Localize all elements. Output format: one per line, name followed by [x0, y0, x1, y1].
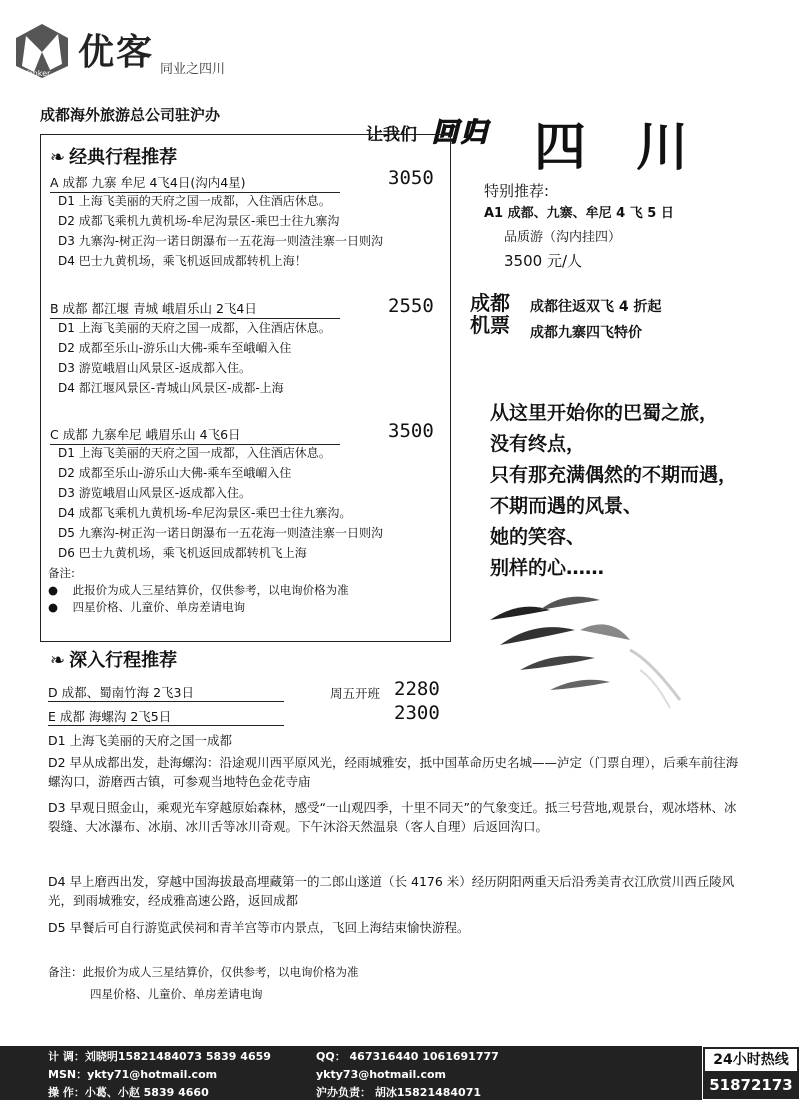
bullet-icon: ●	[48, 583, 59, 597]
route-a-day: D4 巴士九黄机场，乘飞机返回成都转机上海！	[58, 254, 307, 268]
route-c-day: D4 成都飞乘机九黄机场-牟尼沟景区-乘巴士往九寨沟。	[58, 506, 352, 520]
poem-line: 她的笑容、	[490, 526, 586, 548]
deep-title-text: 深入行程推荐	[69, 650, 178, 671]
route-a-day: D2 成都飞乘机九黄机场-牟尼沟景区-乘巴士往九寨沟	[58, 214, 340, 228]
special-price: 3500 元/人	[504, 252, 582, 270]
logo-text: Yonker	[24, 69, 51, 78]
special-label: 特别推荐:	[484, 182, 550, 200]
flourish-icon: ❧	[50, 650, 66, 671]
route-e-name: E 成都 海螺沟 2飞5日	[48, 707, 284, 726]
hotline-number: 51872173	[709, 1076, 793, 1094]
special-quality: 品质游（沟内挂四）	[504, 230, 622, 245]
route-c-day: D6 巴士九黄机场，乘飞机返回成都转机飞上海	[58, 546, 307, 560]
note-item	[48, 599, 349, 616]
flourish-icon: ❧	[50, 147, 66, 168]
route-a-day: D1 上海飞美丽的天府之国一成都，入住酒店休息。	[58, 194, 331, 208]
flight-line-1: 成都往返双飞 4 折起	[530, 299, 662, 315]
deep-day: D4 早上磨西出发，穿越中国海拔最高埋藏第一的二郎山遂道（长 4176 米）经历阴阳两重天后沿秀美青衣江欣赏川西丘陵风光，到雨城雅安，经成雅高速公路，返回成都	[48, 874, 735, 908]
poem	[490, 398, 737, 584]
route-d-name: D 成都、蜀南竹海 2飞3日	[48, 683, 284, 702]
footer-line: MSN：ykty71@hotmail.com	[48, 1068, 218, 1081]
flight-label	[470, 292, 510, 336]
route-c-name: C 成都 九寨牟尼 峨眉乐山 4飞6日	[50, 425, 340, 445]
company-logo	[14, 22, 70, 80]
deep-day: D3 早观日照金山，乘观光车穿越原始森林，感受“一山观四季，十里不同天”的气象变迁。抵三号营地,观景台，观冰塔林、冰裂缝、大冰瀑布、冰崩、冰川舌等冰川奇观。下午沐浴天然温泉（客人自理）后返回沟口。	[48, 800, 737, 834]
route-e-price: 2300	[394, 702, 440, 724]
classic-title	[50, 143, 177, 169]
route-b-price: 2550	[388, 295, 434, 317]
headline-sichuan: 四 川	[534, 118, 705, 178]
footer-line: 计 调：刘晓明15821484073 5839 4659	[48, 1050, 271, 1063]
headline-return: 回归	[432, 118, 491, 148]
hotline-box	[702, 1046, 800, 1100]
route-b-day: D2 成都至乐山-游乐山大佛-乘车至峨嵋入住	[58, 341, 292, 355]
route-c-day: D3 游览峨眉山风景区-返成都入住。	[58, 486, 252, 500]
route-c-price: 3500	[388, 420, 434, 442]
deep-day: D1 上海飞美丽的天府之国一成都	[48, 733, 233, 748]
route-a-name: A 成都 九寨 牟尼 4飞4日(沟内4星)	[50, 173, 340, 193]
route-b-name: B 成都 都江堰 青城 峨眉乐山 2飞4日	[50, 299, 340, 319]
route-b-day: D3 游览峨眉山风景区-返成都入住。	[58, 361, 252, 375]
deep-title	[50, 646, 177, 672]
slogan: 同业之四川	[160, 62, 226, 77]
note-label: 备注:	[48, 566, 75, 580]
hotline-label: 24小时热线	[705, 1049, 797, 1071]
route-d-extra: 周五开班	[330, 686, 381, 701]
route-c-day: D1 上海飞美丽的天府之国一成都，入住酒店休息。	[58, 446, 331, 460]
poem-line: 别样的心……	[490, 557, 605, 579]
route-b-day: D4 都江堰风景区-青城山风景区-成都-上海	[58, 381, 284, 395]
poem-line: 不期而遇的风景、	[490, 495, 643, 517]
note-text: 此报价为成人三星结算价，仅供参考，以电询价格为准	[72, 583, 349, 597]
special-route: A1 成都、九寨、牟尼 4 飞 5 日	[484, 206, 674, 221]
brand-name: 优客	[78, 32, 155, 73]
flight-label-2: 机票	[470, 313, 510, 337]
note-text: 四星价格、儿童价、单房差请电询	[72, 600, 246, 614]
flight-line-2: 成都九寨四飞特价	[530, 325, 642, 341]
route-c-day: D2 成都至乐山-游乐山大佛-乘车至峨嵋入住	[58, 466, 292, 480]
headline-prefix: 让我们	[366, 125, 417, 145]
poem-line: 从这里开始你的巴蜀之旅，	[490, 402, 719, 424]
bullet-icon: ●	[48, 600, 59, 614]
contact-footer	[0, 1046, 800, 1100]
deep-note-1: 备注：此报价为成人三星结算价，仅供参考，以电询价格为准	[48, 965, 359, 979]
poem-line: 只有那充满偶然的不期而遇，	[490, 464, 738, 486]
bamboo-painting	[480, 590, 690, 720]
footer-line: 沪办负责： 胡冰15821484071	[316, 1086, 482, 1099]
route-b-day: D1 上海飞美丽的天府之国一成都，入住酒店休息。	[58, 321, 331, 335]
footer-line: ykty73@hotmail.com	[316, 1068, 447, 1081]
company-name: 成都海外旅游总公司驻沪办	[40, 106, 221, 124]
route-d-price: 2280	[394, 678, 440, 700]
route-a-day: D3 九寨沟-树正沟一诺日朗瀑布一五花海一则渣洼寨一日则沟	[58, 234, 384, 248]
deep-day: D5 早餐后可自行游览武侯祠和青羊宫等市内景点，飞回上海结束愉快游程。	[48, 920, 470, 935]
route-c-day: D5 九寨沟-树正沟一诺日朗瀑布一五花海一则渣洼寨一日则沟	[58, 526, 384, 540]
route-a-price: 3050	[388, 167, 434, 189]
deep-note-2: 四星价格、儿童价、单房差请电询	[90, 987, 263, 1001]
poem-line: 没有终点，	[490, 433, 586, 455]
deep-day: D2 早从成都出发，赴海螺沟：沿途观川西平原风光，经雨城雅安，抵中国革命历史名城——泸定（门票自理），后乘车前往海螺沟口，游磨西古镇，可参观当地特色金花寺庙	[48, 755, 739, 789]
note-item	[48, 582, 349, 599]
classic-title-text: 经典行程推荐	[69, 147, 178, 168]
footer-line: 操 作：小葛、小赵 5839 4660	[48, 1086, 209, 1099]
footer-line: QQ： 467316440 1061691777	[316, 1050, 499, 1063]
flight-label-1: 成都	[470, 291, 510, 315]
